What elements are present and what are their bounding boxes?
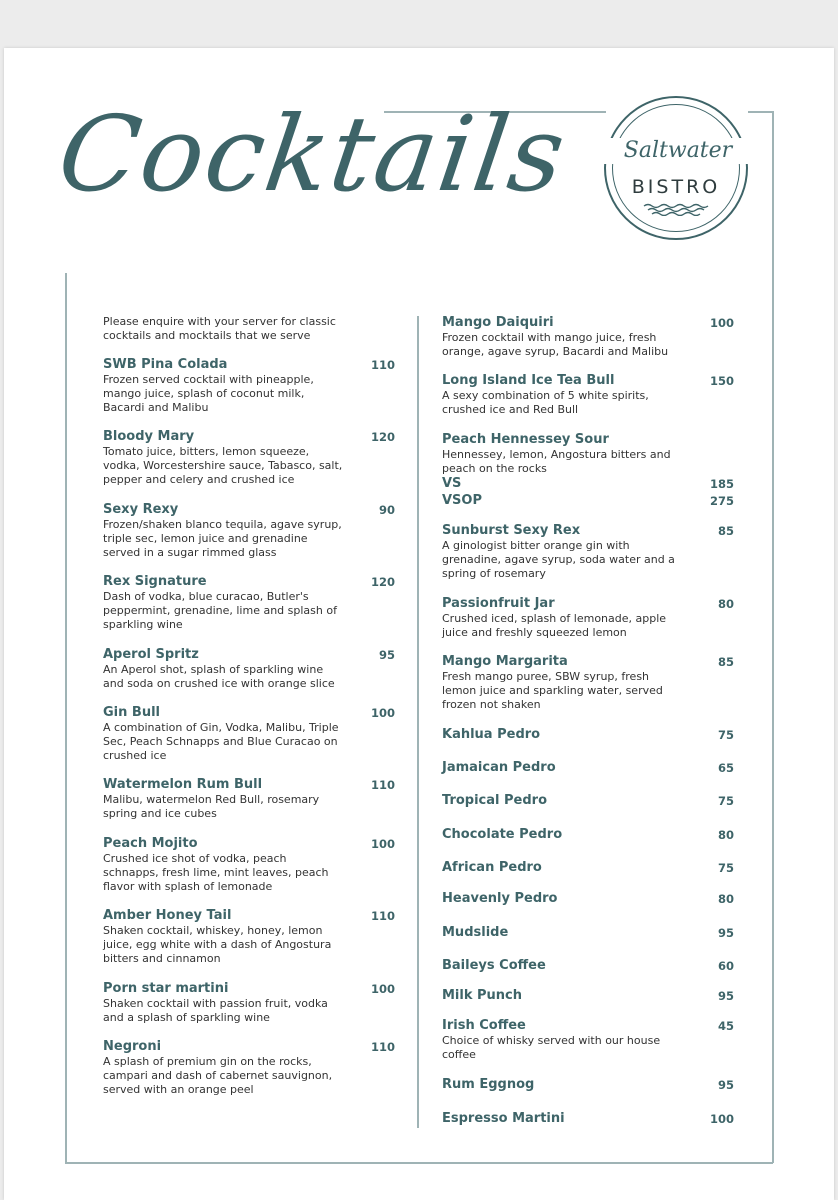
menu-item <box>442 925 734 941</box>
menu-item <box>103 908 395 966</box>
menu-item <box>103 981 395 1025</box>
item-name: Aperol Spritz <box>103 647 199 662</box>
item-name: African Pedro <box>442 860 542 875</box>
menu-title-text: Cocktails <box>51 93 574 215</box>
menu-item <box>442 373 734 417</box>
item-name: Mango Margarita <box>442 654 568 669</box>
menu-item <box>442 523 734 581</box>
item-desc: Hennessey, lemon, Angostura bitters and peach on the rocks <box>442 448 671 475</box>
logo-bistro-text: BISTRO <box>631 176 721 198</box>
item-price: 100 <box>709 1112 734 1126</box>
item-name: Peach Hennessey Sour <box>442 432 609 447</box>
frame-line-left <box>65 273 67 1163</box>
item-name: Porn star martini <box>103 981 229 996</box>
item-desc: A combination of Gin, Vodka, Malibu, Triple Sec, Peach Schnapps and Blue Curacao on crushed ice <box>103 721 339 762</box>
menu-item <box>442 1111 734 1127</box>
item-price: 185 <box>709 477 734 491</box>
item-desc: Choice of whisky served with our house coffee <box>442 1034 661 1061</box>
item-name: Baileys Coffee <box>442 958 546 973</box>
item-name: Mango Daiquiri <box>442 315 554 330</box>
item-desc: Crushed iced, splash of lemonade, apple juice and freshly squeezed lemon <box>442 612 667 639</box>
item-price: 95 <box>717 1078 734 1092</box>
menu-item <box>442 860 734 876</box>
item-price: 80 <box>717 892 734 906</box>
item-desc: Malibu, watermelon Red Bull, rosemary spring and ice cubes <box>103 793 320 820</box>
menu-item <box>442 760 734 776</box>
column-divider <box>417 316 419 1128</box>
item-name: Tropical Pedro <box>442 793 547 808</box>
intro-text: Please enquire with your server for classic cocktails and mocktails that we serve <box>103 315 336 342</box>
item-desc: Crushed ice shot of vodka, peach schnapps, fresh lime, mint leaves, peach flavor with splash of lemonade <box>103 852 329 893</box>
item-desc: Fresh mango puree, SBW syrup, fresh lemon juice and sparkling water, served frozen not shaken <box>442 670 663 711</box>
item-desc: Shaken cocktail, whiskey, honey, lemon juice, egg white with a dash of Angostura bitters and cinnamon <box>103 924 332 965</box>
item-desc: Frozen/shaken blanco tequila, agave syrup, triple sec, lemon juice and grenadine served in a sugar rimmed glass <box>103 518 342 559</box>
item-price: 110 <box>370 358 395 372</box>
item-desc: A ginologist bitter orange gin with grenadine, agave syrup, soda water and a spring of rosemary <box>442 539 675 580</box>
menu-item <box>442 891 734 907</box>
item-price: 95 <box>717 926 734 940</box>
item-desc: Frozen served cocktail with pineapple, mango juice, splash of coconut milk, Bacardi and Malibu <box>103 373 314 414</box>
item-price: 80 <box>717 828 734 842</box>
menu-item <box>442 988 734 1004</box>
item-name: Milk Punch <box>442 988 523 1003</box>
item-price: 275 <box>709 494 734 508</box>
item-name: Sunburst Sexy Rex <box>442 523 581 538</box>
menu-item <box>103 777 395 821</box>
item-price: 100 <box>370 837 395 851</box>
menu-item <box>103 502 395 560</box>
item-desc: Tomato juice, bitters, lemon squeeze, vodka, Worcestershire sauce, Tabasco, salt, pepper and celery and crushed ice <box>103 445 343 486</box>
menu-item <box>442 827 734 843</box>
menu-item <box>442 958 734 974</box>
frame-line-bottom <box>65 1162 773 1164</box>
menu-item <box>442 315 734 359</box>
item-desc: A splash of premium gin on the rocks, campari and dash of cabernet sauvignon, served with an orange peel <box>103 1055 333 1096</box>
waves-icon <box>642 202 710 216</box>
item-price: 100 <box>370 706 395 720</box>
menu-item <box>442 432 734 476</box>
item-price: 85 <box>717 524 734 538</box>
item-name: Peach Mojito <box>103 836 198 851</box>
menu-item <box>103 705 395 763</box>
menu-item <box>103 357 395 415</box>
menu-item <box>103 429 395 487</box>
item-name: Sexy Rexy <box>103 502 179 517</box>
item-name: Chocolate Pedro <box>442 827 563 842</box>
item-name: Watermelon Rum Bull <box>103 777 263 792</box>
menu-item <box>103 647 395 691</box>
item-name: Jamaican Pedro <box>442 760 556 775</box>
item-price: 65 <box>717 761 734 775</box>
item-name: Mudslide <box>442 925 509 940</box>
item-name: Long Island Ice Tea Bull <box>442 373 615 388</box>
item-name: Espresso Martini <box>442 1111 565 1126</box>
item-price: 100 <box>370 982 395 996</box>
menu-item <box>442 493 734 509</box>
item-price: 75 <box>717 728 734 742</box>
item-price: 95 <box>717 989 734 1003</box>
menu-item <box>442 1018 734 1062</box>
menu-item <box>103 1039 395 1097</box>
frame-line-right <box>772 111 774 1163</box>
menu-item <box>442 476 734 492</box>
item-desc: Dash of vodka, blue curacao, Butler's peppermint, grenadine, lime and splash of sparkling wine <box>103 590 337 631</box>
item-name: VS <box>442 476 462 491</box>
item-name: Passionfruit Jar <box>442 596 555 611</box>
item-name: VSOP <box>442 493 483 508</box>
menu-item <box>442 1077 734 1093</box>
item-name: SWB Pina Colada <box>103 357 228 372</box>
menu-item <box>442 654 734 712</box>
item-name: Rex Signature <box>103 574 207 589</box>
item-name: Negroni <box>103 1039 162 1054</box>
item-name: Kahlua Pedro <box>442 727 541 742</box>
item-name: Rum Eggnog <box>442 1077 535 1092</box>
item-price: 90 <box>378 503 395 517</box>
menu-item <box>442 596 734 640</box>
menu-item <box>103 574 395 632</box>
item-desc: An Aperol shot, splash of sparkling wine and soda on crushed ice with orange slice <box>103 663 335 690</box>
item-name: Amber Honey Tail <box>103 908 232 923</box>
menu-item <box>442 727 734 743</box>
item-price: 85 <box>717 655 734 669</box>
item-price: 120 <box>370 575 395 589</box>
menu-title <box>51 80 580 260</box>
item-price: 80 <box>717 597 734 611</box>
item-price: 75 <box>717 794 734 808</box>
item-price: 120 <box>370 430 395 444</box>
item-name: Irish Coffee <box>442 1018 526 1033</box>
item-price: 110 <box>370 909 395 923</box>
bistro-logo <box>604 96 748 240</box>
menu-item <box>103 836 395 894</box>
item-desc: Shaken cocktail with passion fruit, vodka and a splash of sparkling wine <box>103 997 328 1024</box>
item-desc: Frozen cocktail with mango juice, fresh orange, agave syrup, Bacardi and Malibu <box>442 331 669 358</box>
menu-item <box>442 793 734 809</box>
item-price: 75 <box>717 861 734 875</box>
frame-line-top-right <box>748 111 773 113</box>
logo-script-text: Saltwater <box>598 138 758 164</box>
item-price: 150 <box>709 374 734 388</box>
item-price: 110 <box>370 1040 395 1054</box>
item-name: Gin Bull <box>103 705 160 720</box>
item-price: 60 <box>717 959 734 973</box>
item-desc: A sexy combination of 5 white spirits, crushed ice and Red Bull <box>442 389 649 416</box>
item-name: Bloody Mary <box>103 429 195 444</box>
item-price: 110 <box>370 778 395 792</box>
item-price: 100 <box>709 316 734 330</box>
item-price: 45 <box>717 1019 734 1033</box>
item-name: Heavenly Pedro <box>442 891 558 906</box>
item-price: 95 <box>378 648 395 662</box>
